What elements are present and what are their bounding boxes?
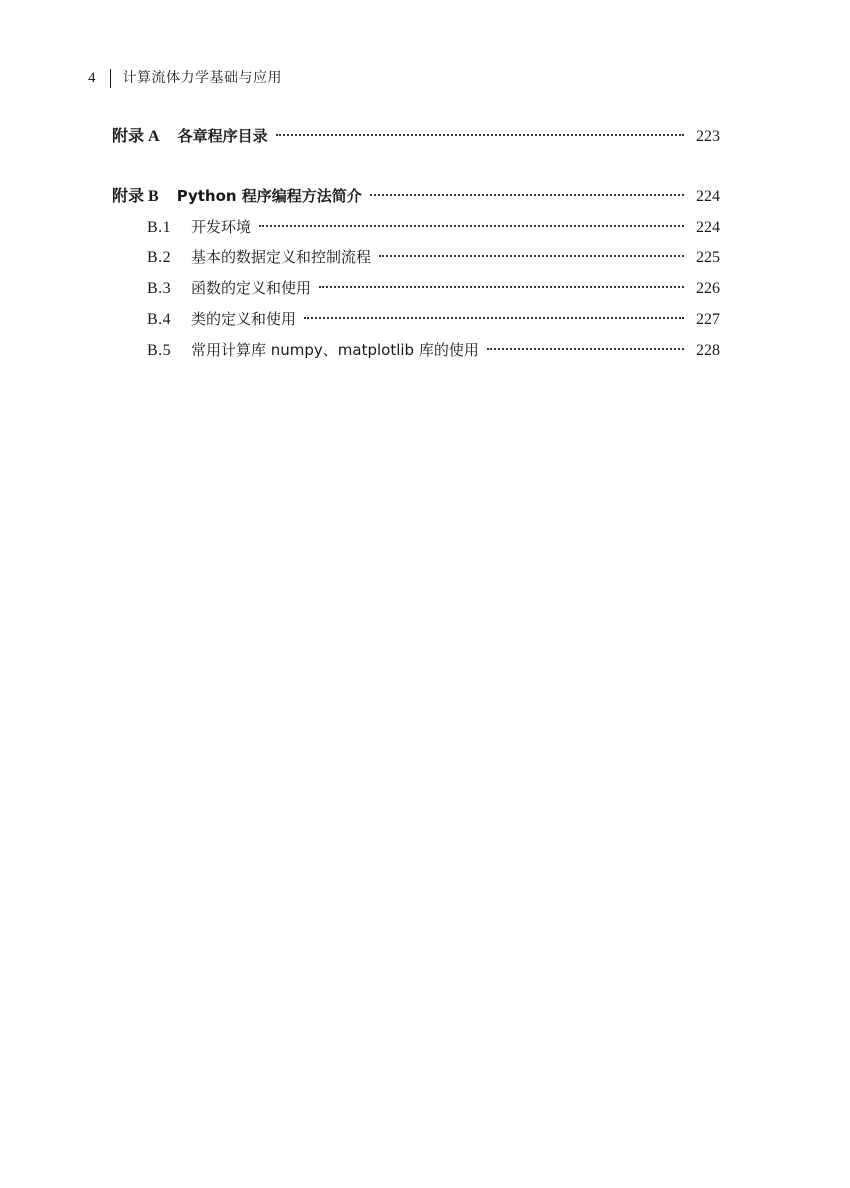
toc-entry-section-b2[interactable]: [112, 245, 720, 269]
toc-entry-page: 226: [696, 280, 720, 297]
dot-leader: [276, 134, 684, 136]
toc-entry-page: 225: [696, 249, 720, 266]
toc-entry-number: B.3: [147, 280, 172, 297]
toc-entry-title: 函数的定义和使用: [191, 279, 312, 297]
book-title: 计算流体力学基础与应用: [122, 70, 282, 86]
toc-entry-number: 附录 A: [112, 128, 160, 145]
toc-entry-title: 开发环境: [191, 218, 252, 236]
toc-entry-section-b4[interactable]: [112, 307, 720, 331]
toc-entry-title: 常用计算库 numpy、matplotlib 库的使用: [191, 341, 479, 359]
dot-leader: [379, 255, 684, 257]
toc-entry-page: 224: [696, 188, 720, 205]
dot-leader: [304, 317, 684, 319]
toc-entry-number: B.5: [147, 342, 172, 359]
toc-entry-title: 类的定义和使用: [191, 310, 297, 328]
toc-entry-title: Python 程序编程方法简介: [176, 187, 362, 205]
toc-entry-number: 附录 B: [112, 188, 159, 205]
dot-leader: [487, 348, 684, 350]
toc-entry-page: 224: [696, 219, 720, 236]
toc-entry-section-b1[interactable]: [112, 215, 720, 239]
toc-entry-page: 223: [696, 128, 720, 145]
toc-entry-section-b5[interactable]: [112, 338, 720, 362]
toc-entry-number: B.4: [147, 311, 172, 328]
toc-entry-appendix-b[interactable]: [112, 184, 720, 208]
page-number: 4: [88, 70, 96, 86]
toc-entry-number: B.2: [147, 249, 172, 266]
toc-entry-number: B.1: [147, 219, 172, 236]
running-header: [88, 68, 282, 88]
toc-entry-page: 228: [696, 342, 720, 359]
toc-entry-title: 各章程序目录: [177, 127, 268, 145]
toc-entry-page: 227: [696, 311, 720, 328]
dot-leader: [370, 194, 684, 196]
dot-leader: [319, 286, 684, 288]
toc-entry-title: 基本的数据定义和控制流程: [191, 248, 372, 266]
header-divider: [110, 69, 111, 88]
dot-leader: [259, 225, 684, 227]
toc-entry-section-b3[interactable]: [112, 276, 720, 300]
toc-entry-appendix-a[interactable]: [112, 124, 720, 148]
